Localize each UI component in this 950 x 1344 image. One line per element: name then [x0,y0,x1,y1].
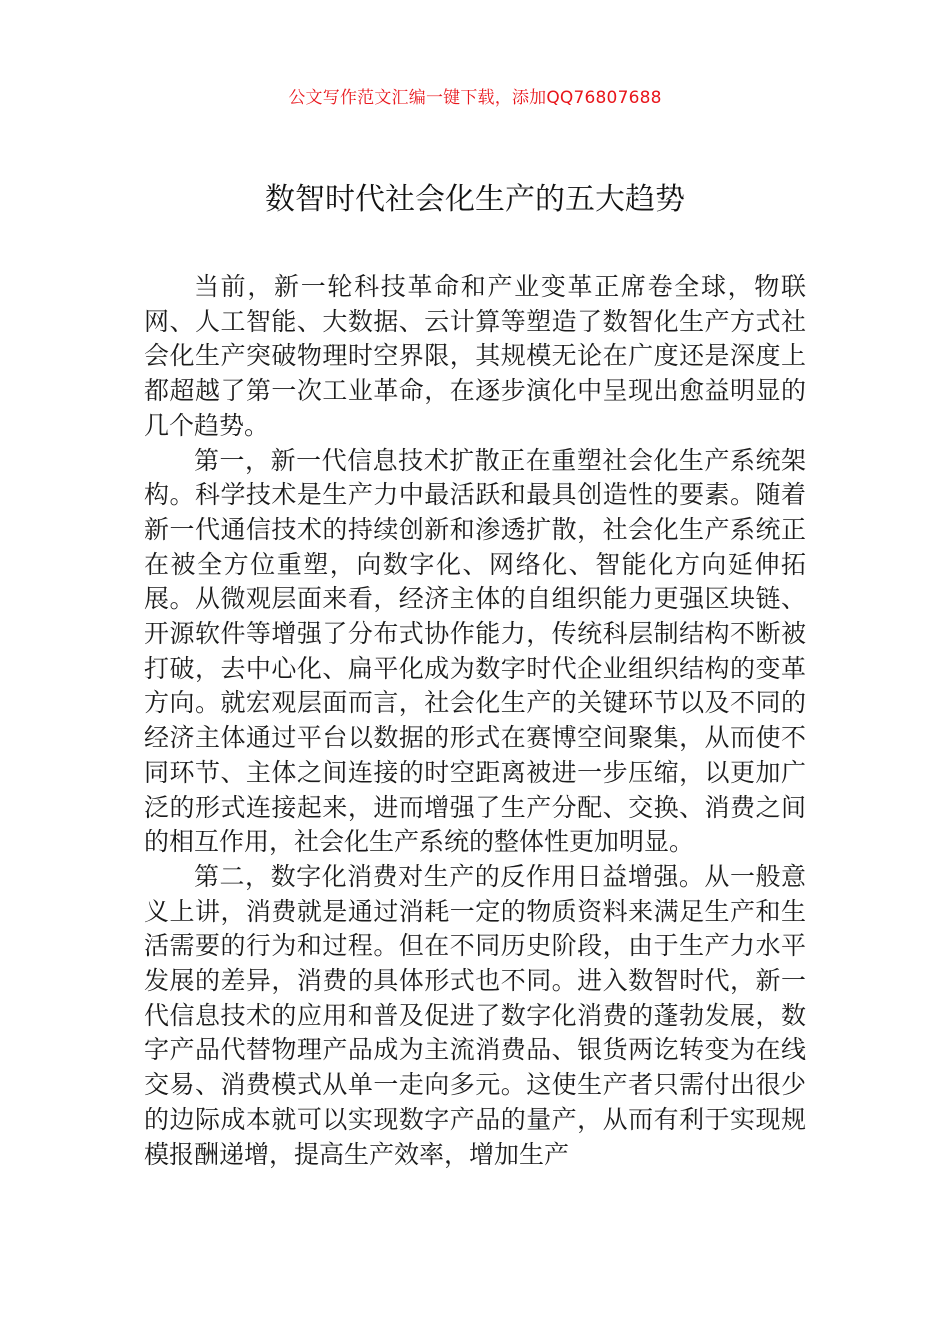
paragraph-intro: 当前，新一轮科技革命和产业变革正席卷全球，物联网、人工智能、大数据、云计算等塑造了数智化生产方式社会化生产突破物理时空界限，其规模无论在广度还是深度上都超越了第一次工业革命，在逐步演化中呈现出愈益明显的几个趋势。 [144,272,806,440]
paragraph-trend-one: 第一，新一代信息技术扩散正在重塑社会化生产系统架构。科学技术是生产力中最活跃和最具创造性的要素。随着新一代通信技术的持续创新和渗透扩散，社会化生产系统正在被全方位重塑，向数字化、网络化、智能化方向延伸拓展。从微观层面来看，经济主体的自组织能力更强区块链、开源软件等增强了分布式协作能力，传统科层制结构不断被打破，去中心化、扁平化成为数字时代企业组织结构的变革方向。就宏观层面而言，社会化生产的关键环节以及不同的经济主体通过平台以数据的形式在赛博空间聚集，从而使不同环节、主体之间连接的时空距离被进一步压缩，以更加广泛的形式连接起来，进而增强了生产分配、交换、消费之间的相互作用，社会化生产系统的整体性更加明显。 [144,445,806,857]
document-title: 数智时代社会化生产的五大趋势 [265,182,685,217]
download-promo-note: 公文写作范文汇编一键下载，添加QQ76807688 [288,88,662,108]
document-body [144,270,806,1172]
paragraph-trend-two: 第二，数字化消费对生产的反作用日益增强。从一般意义上讲，消费就是通过消耗一定的物质资料来满足生产和生活需要的行为和过程。但在不同历史阶段，由于生产力水平发展的差异，消费的具体形式也不同。进入数智时代，新一代信息技术的应用和普及促进了数字化消费的蓬勃发展，数字产品代替物理产品成为主流消费品、银货两讫转变为在线交易、消费模式从单一走向多元。这使生产者只需付出很少的边际成本就可以实现数字产品的量产，从而有利于实现规模报酬递增，提高生产效率，增加生产 [144,861,806,1169]
